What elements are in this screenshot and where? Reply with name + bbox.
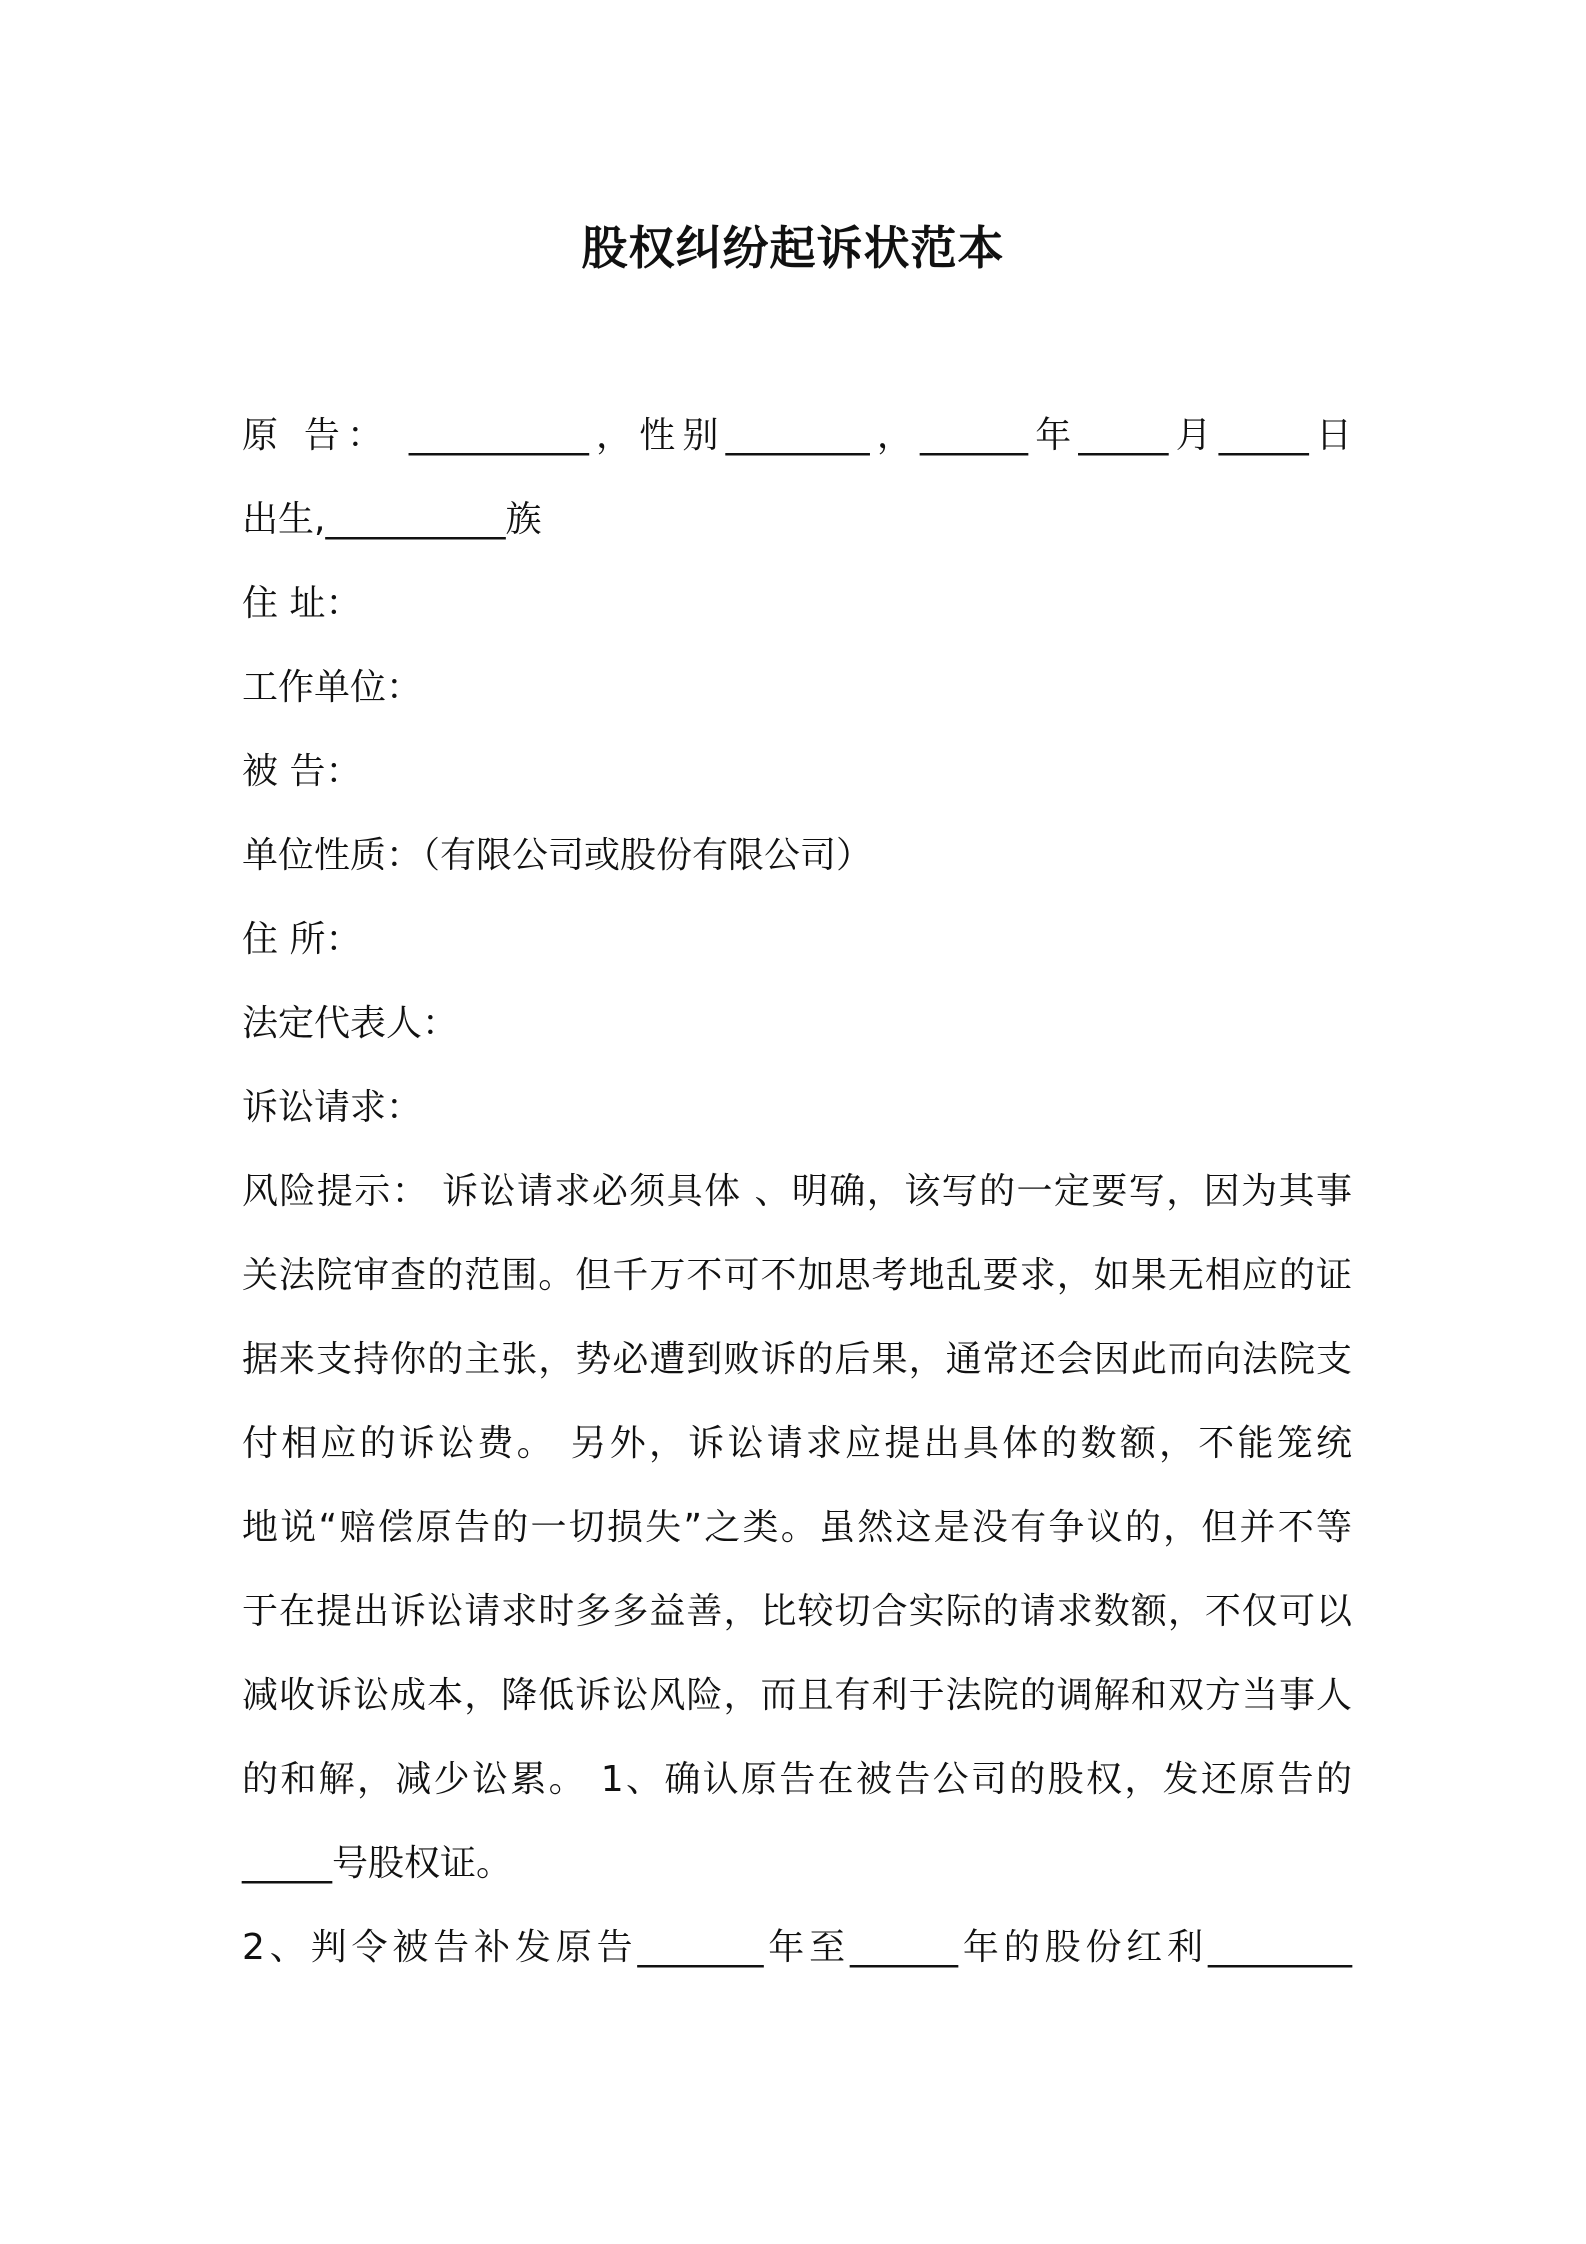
risk-note-line: 减收诉讼成本，降低诉讼风险，而且有利于法院的调解和双方当事人 xyxy=(242,1675,1352,1716)
plaintiff-address-line: 住 址： xyxy=(242,583,362,624)
plaintiff-line: 原 告： __________，性别________，______年_____月_____日 xyxy=(242,415,1352,456)
document-title: 股权纠纷起诉状范本 xyxy=(581,221,1005,275)
risk-note-line: 风险提示： 诉讼请求必须具体 、明确，该写的一定要写，因为其事 xyxy=(242,1171,1352,1212)
risk-note-line: 据来支持你的主张，势必遭到败诉的后果，通常还会因此而向法院支 xyxy=(242,1339,1352,1380)
defendant-line: 被 告： xyxy=(242,751,362,792)
claim-1-line: 的和解，减少讼累。 1、确认原告在被告公司的股权，发还原告的 xyxy=(242,1759,1352,1800)
claim-1-continuation: _____号股权证。 xyxy=(242,1843,513,1884)
risk-note-line: 关法院审查的范围。但千万不可不加思考地乱要求，如果无相应的证 xyxy=(242,1255,1352,1296)
entity-type-line: 单位性质：（有限公司或股份有限公司） xyxy=(242,835,873,876)
plaintiff-employer-line: 工作单位： xyxy=(242,667,423,708)
legal-representative-line: 法定代表人： xyxy=(242,1003,459,1044)
risk-note-line: 付相应的诉讼费。 另外，诉讼请求应提出具体的数额，不能笼统 xyxy=(242,1423,1352,1464)
risk-note-line: 于在提出诉讼请求时多多益善，比较切合实际的请求数额，不仅可以 xyxy=(242,1591,1352,1632)
risk-note-line: 地说“赔偿原告的一切损失”之类。虽然这是没有争议的，但并不等 xyxy=(242,1507,1352,1548)
defendant-domicile-line: 住 所： xyxy=(242,919,362,960)
claim-2-line: 2、判令被告补发原告_______年至______年的股份红利________ xyxy=(242,1927,1352,1968)
plaintiff-birth-ethnicity-line: 出生,__________族 xyxy=(242,499,542,540)
claims-heading: 诉讼请求： xyxy=(242,1087,423,1128)
